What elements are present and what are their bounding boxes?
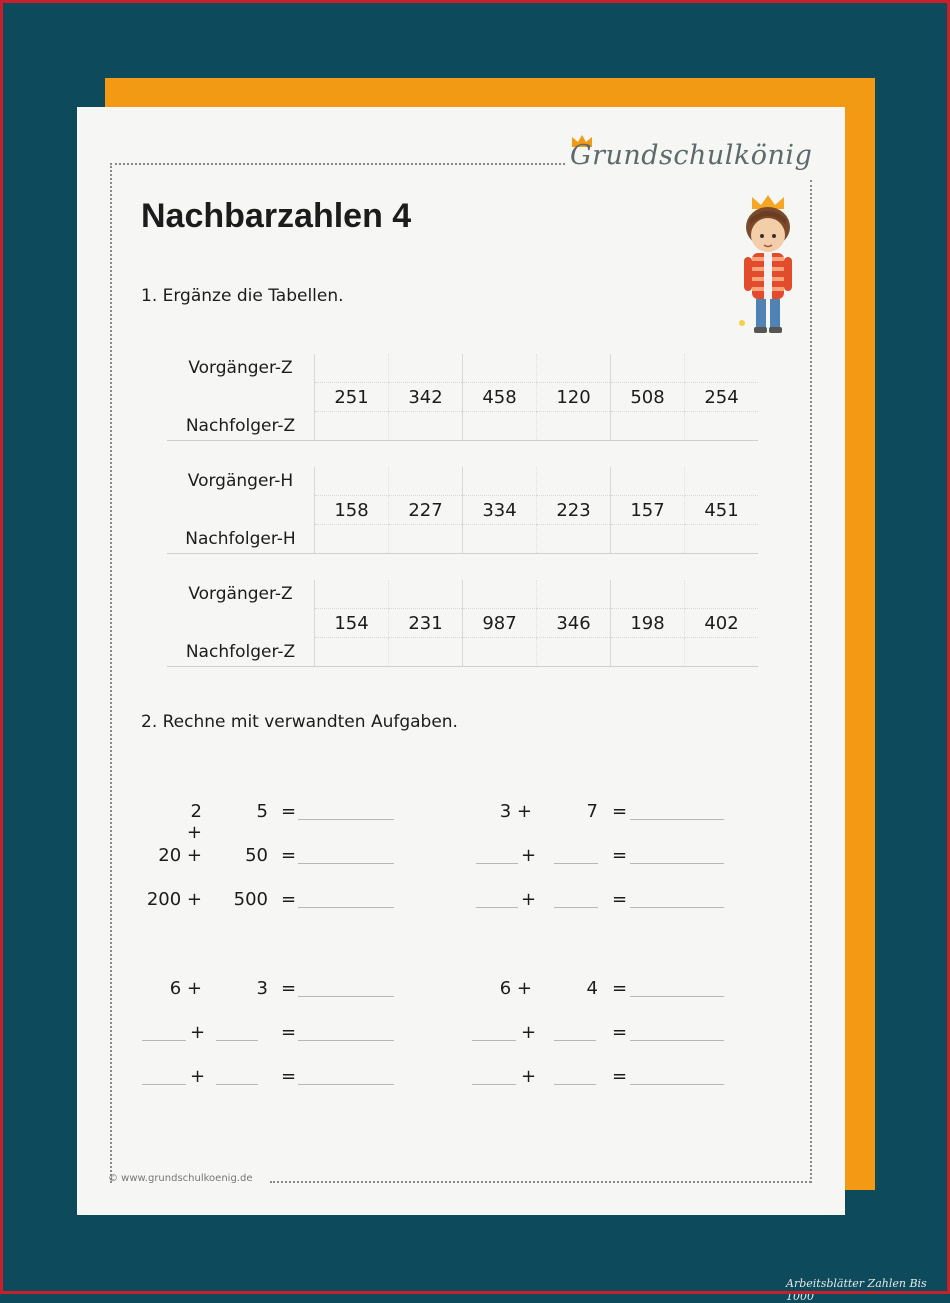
spacer-cell xyxy=(167,609,315,638)
successor-cell[interactable] xyxy=(463,525,537,554)
predecessor-cell[interactable] xyxy=(537,580,611,609)
operand-a: 2 + xyxy=(186,801,202,843)
boy-with-crown-illustration xyxy=(728,195,808,337)
plus-sign: + xyxy=(521,845,537,866)
answer-blank[interactable] xyxy=(630,818,724,820)
operand-blank[interactable] xyxy=(216,1083,258,1085)
equals-sign: = xyxy=(281,801,297,822)
predecessor-label: Vorgänger-Z xyxy=(188,358,293,379)
predecessor-cell[interactable] xyxy=(463,467,537,496)
plus-sign: + xyxy=(521,1022,537,1043)
predecessor-cell[interactable] xyxy=(537,354,611,383)
equals-sign: = xyxy=(612,1066,628,1087)
predecessor-cell[interactable] xyxy=(537,467,611,496)
predecessor-cell[interactable] xyxy=(611,354,685,383)
equals-sign: = xyxy=(281,1066,297,1087)
answer-blank[interactable] xyxy=(298,906,394,908)
operand-b: 4 xyxy=(586,978,598,999)
given-number: 402 xyxy=(685,609,759,638)
given-number: 154 xyxy=(315,609,389,638)
predecessor-cell[interactable] xyxy=(685,467,759,496)
equals-sign: = xyxy=(281,978,297,999)
predecessor-cell[interactable] xyxy=(315,467,389,496)
operand-blank[interactable] xyxy=(216,1039,258,1041)
equals-sign: = xyxy=(281,845,297,866)
operand-b: 7 xyxy=(586,801,598,822)
equals-sign: = xyxy=(281,1022,297,1043)
successor-cell[interactable] xyxy=(389,525,463,554)
given-number: 451 xyxy=(685,496,759,525)
successor-label: Nachfolger-Z xyxy=(167,638,315,667)
given-number: 508 xyxy=(611,383,685,412)
predecessor-cell[interactable] xyxy=(463,354,537,383)
given-number: 458 xyxy=(463,383,537,412)
successor-label: Nachfolger-H xyxy=(167,525,315,554)
operand-blank[interactable] xyxy=(142,1039,186,1041)
predecessor-cell[interactable] xyxy=(389,467,463,496)
footer-copyright: © www.grundschulkoenig.de xyxy=(108,1173,253,1184)
operand-a: 6 + xyxy=(169,978,202,999)
dotted-border-bottom xyxy=(270,1181,811,1183)
successor-cell[interactable] xyxy=(463,638,537,667)
successor-cell[interactable] xyxy=(537,525,611,554)
operand-b: 3 xyxy=(256,978,268,999)
given-number: 346 xyxy=(537,609,611,638)
successor-cell[interactable] xyxy=(537,638,611,667)
operand-blank[interactable] xyxy=(476,862,518,864)
answer-blank[interactable] xyxy=(630,1083,724,1085)
image-caption: Arbeitsblätter Zahlen Bis 1000 xyxy=(786,1277,927,1303)
successor-cell[interactable] xyxy=(685,525,759,554)
answer-blank[interactable] xyxy=(298,995,394,997)
predecessor-cell[interactable] xyxy=(611,580,685,609)
equals-sign: = xyxy=(612,978,628,999)
successor-cell[interactable] xyxy=(315,525,389,554)
task-2-instruction: 2. Rechne mit verwandten Aufgaben. xyxy=(141,712,458,732)
equals-sign: = xyxy=(612,889,628,910)
operand-blank[interactable] xyxy=(554,1083,596,1085)
given-number: 120 xyxy=(537,383,611,412)
operand-a: 6 + xyxy=(499,978,532,999)
operand-blank[interactable] xyxy=(554,906,598,908)
given-number: 334 xyxy=(463,496,537,525)
successor-cell[interactable] xyxy=(463,412,537,441)
predecessor-cell[interactable] xyxy=(611,467,685,496)
answer-blank[interactable] xyxy=(630,862,724,864)
operand-a: 200 + xyxy=(146,889,202,910)
given-number: 227 xyxy=(389,496,463,525)
plus-sign: + xyxy=(521,889,537,910)
plus-sign: + xyxy=(190,1022,206,1043)
predecessor-label: Vorgänger-Z xyxy=(188,584,293,605)
neighbor-table-1 xyxy=(167,354,758,441)
operand-blank[interactable] xyxy=(554,1039,596,1041)
successor-cell[interactable] xyxy=(315,412,389,441)
answer-blank[interactable] xyxy=(298,1039,394,1041)
dotted-border-right xyxy=(810,180,812,1183)
successor-cell[interactable] xyxy=(389,638,463,667)
operand-b: 50 xyxy=(245,845,268,866)
equals-sign: = xyxy=(612,801,628,822)
successor-cell[interactable] xyxy=(611,638,685,667)
operand-blank[interactable] xyxy=(476,906,518,908)
given-number: 251 xyxy=(315,383,389,412)
successor-label: Nachfolger-Z xyxy=(167,412,315,441)
answer-blank[interactable] xyxy=(298,862,394,864)
successor-cell[interactable] xyxy=(685,638,759,667)
operand-b: 5 xyxy=(256,801,268,822)
dotted-border-left xyxy=(110,163,112,1183)
successor-cell[interactable] xyxy=(611,412,685,441)
successor-cell[interactable] xyxy=(389,412,463,441)
answer-blank[interactable] xyxy=(630,906,724,908)
given-number: 342 xyxy=(389,383,463,412)
answer-blank[interactable] xyxy=(298,818,394,820)
predecessor-cell[interactable] xyxy=(389,354,463,383)
given-number: 254 xyxy=(685,383,759,412)
operand-blank[interactable] xyxy=(554,862,598,864)
successor-cell[interactable] xyxy=(611,525,685,554)
equals-sign: = xyxy=(612,845,628,866)
answer-blank[interactable] xyxy=(630,1039,724,1041)
neighbor-table-2 xyxy=(167,467,758,554)
dotted-border-top xyxy=(110,163,565,165)
predecessor-label: Vorgänger-H xyxy=(187,471,294,492)
spacer-cell xyxy=(167,496,315,525)
predecessor-cell[interactable] xyxy=(389,580,463,609)
given-number: 223 xyxy=(537,496,611,525)
brand-logo: Grundschulkönig xyxy=(570,140,813,171)
predecessor-cell[interactable] xyxy=(685,354,759,383)
spacer-cell xyxy=(167,383,315,412)
operand-blank[interactable] xyxy=(142,1083,186,1085)
answer-blank[interactable] xyxy=(630,995,724,997)
predecessor-cell[interactable] xyxy=(315,354,389,383)
operand-blank[interactable] xyxy=(472,1039,516,1041)
given-number: 158 xyxy=(315,496,389,525)
task-1-instruction: 1. Ergänze die Tabellen. xyxy=(141,286,344,306)
given-number: 198 xyxy=(611,609,685,638)
operand-a: 20 + xyxy=(158,845,202,866)
neighbor-table-3 xyxy=(167,580,758,667)
plus-sign: + xyxy=(190,1066,206,1087)
operand-a: 3 + xyxy=(499,801,532,822)
successor-cell[interactable] xyxy=(315,638,389,667)
successor-cell[interactable] xyxy=(685,412,759,441)
page-title: Nachbarzahlen 4 xyxy=(141,197,412,235)
predecessor-cell[interactable] xyxy=(463,580,537,609)
given-number: 157 xyxy=(611,496,685,525)
predecessor-cell[interactable] xyxy=(315,580,389,609)
operand-blank[interactable] xyxy=(472,1083,516,1085)
operand-b: 500 xyxy=(233,889,268,910)
given-number: 231 xyxy=(389,609,463,638)
successor-cell[interactable] xyxy=(537,412,611,441)
equals-sign: = xyxy=(281,889,297,910)
predecessor-cell[interactable] xyxy=(685,580,759,609)
equals-sign: = xyxy=(612,1022,628,1043)
given-number: 987 xyxy=(463,609,537,638)
answer-blank[interactable] xyxy=(298,1083,394,1085)
plus-sign: + xyxy=(521,1066,537,1087)
